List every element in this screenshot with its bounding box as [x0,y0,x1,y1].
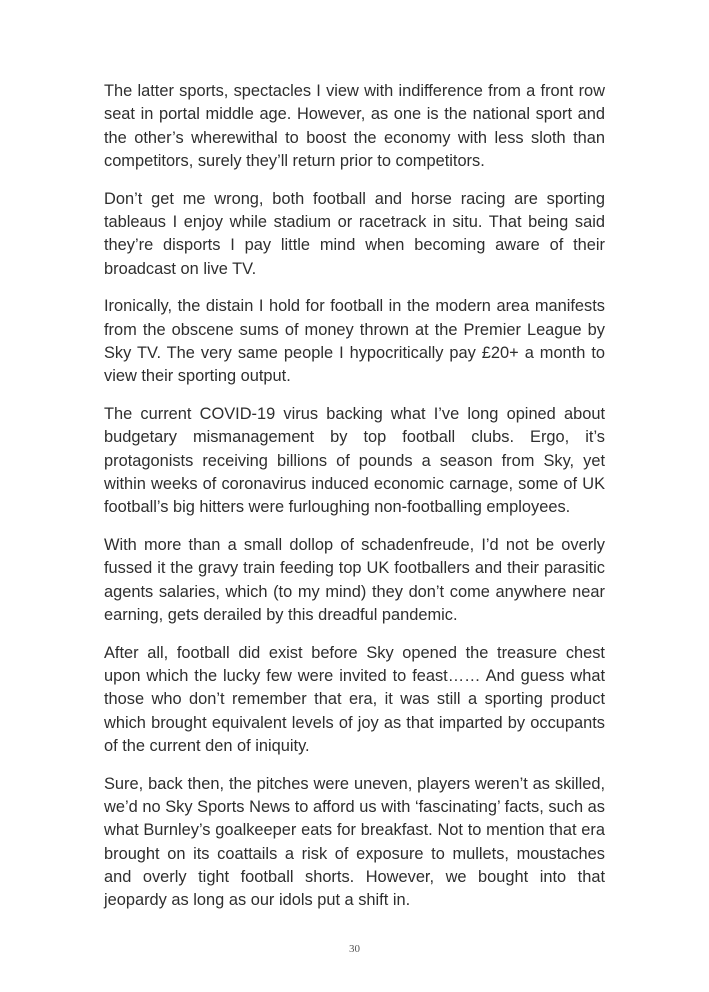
paragraph-6: After all, football did exist before Sky opened the treasure chest upon which the lucky few were invited to feast…… And guess what those who don’t remember that era, it was still a sporting product which brought equivalent levels of joy as that imparted by occupants of the current den of iniquity. [104,643,605,755]
paragraph-7: Sure, back then, the pitches were uneven, players weren’t as skilled, we’d no Sky Sports News to afford us with ‘fascinating’ facts, such as what Burnley’s goalkeeper eats for breakfast. Not to mention that era brought on its coattails a risk of exposure to mullets, moustaches and overly tight football shorts. However, we bought into that jeopardy as long as our idols put a shift in. [104,774,605,910]
paragraph-2: Don’t get me wrong, both football and horse racing are sporting tableaus I enjoy while stadium or racetrack in situ. That being said they’re disports I pay little mind when becoming aware of their broadcast on live TV. [104,189,605,278]
paragraph-1: The latter sports, spectacles I view with indifference from a front row seat in portal middle age. However, as one is the national sport and the other’s wherewithal to boost the economy with less sloth than competitors, surely they’ll return prior to competitors. [104,82,605,170]
page-number: 30 [349,943,360,955]
paragraph-4: The current COVID-19 virus backing what I’ve long opined about budgetary mismanagement by top football clubs. Ergo, it’s protagonists receiving billions of pounds a season from Sky, yet within weeks of coronavirus induced economic carnage, some of UK football’s big hitters were furloughing non-footballing employees. [104,405,605,517]
paragraph-3: Ironically, the distain I hold for football in the modern area manifests from the obscene sums of money thrown at the Premier League by Sky TV. The very same people I hypocritically pay £20+ a month to view their sporting output. [104,297,605,386]
body-text [104,80,605,927]
paragraph-5: With more than a small dollop of schadenfreude, I’d not be overly fussed it the gravy train feeding top UK footballers and their parasitic agents salaries, which (to my mind) they don’t come anywhere near earning, gets derailed by this dreadful pandemic. [104,536,605,624]
